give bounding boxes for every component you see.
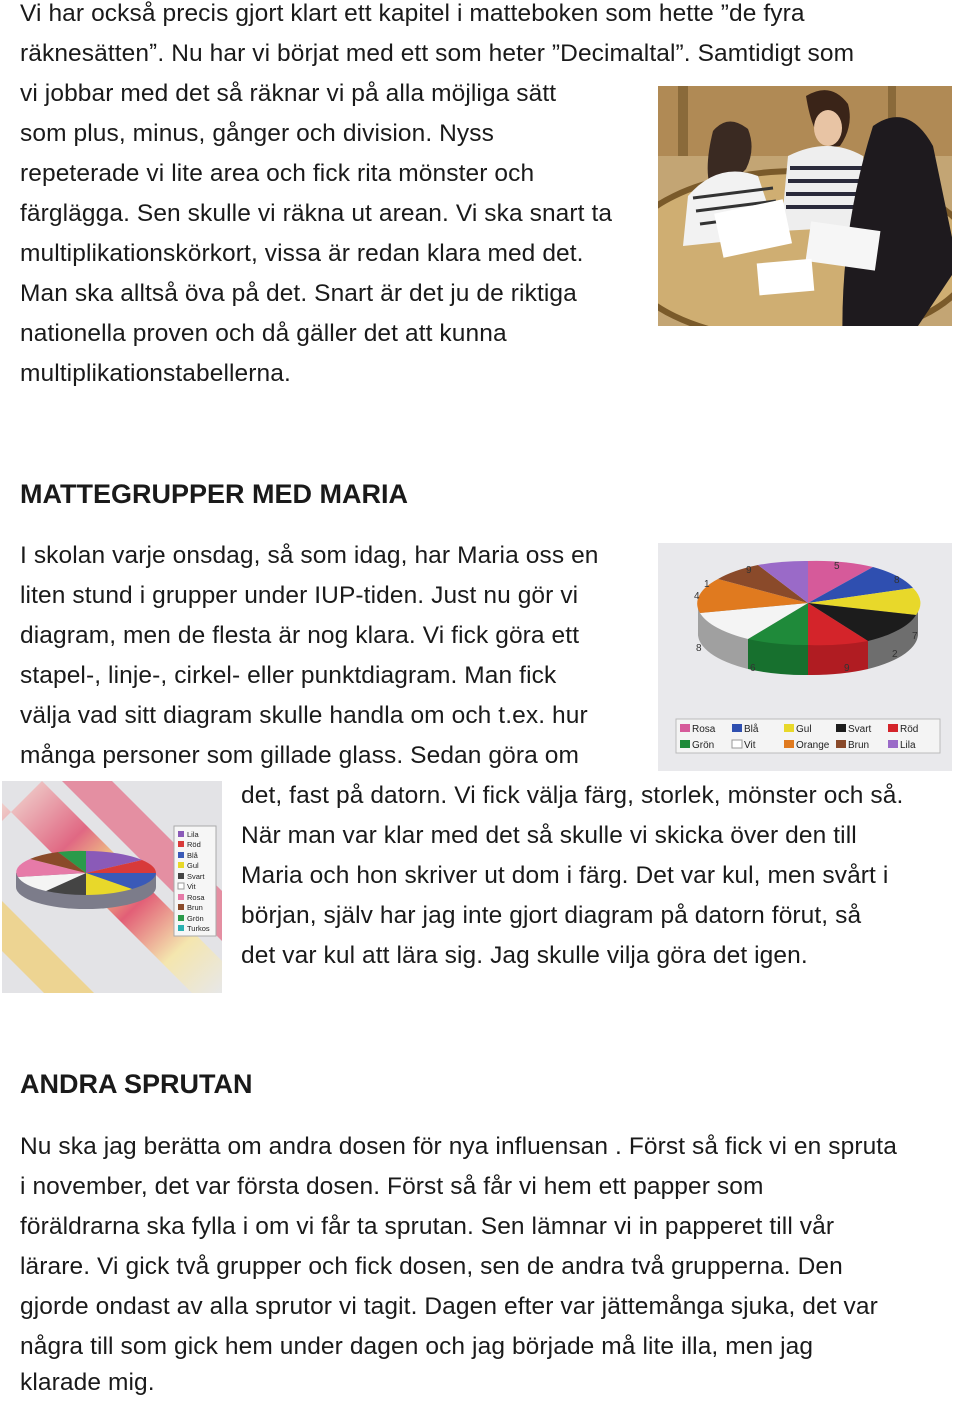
legend-label: Brun bbox=[187, 903, 203, 912]
paragraph-line: många personer som gillade glass. Sedan göra om bbox=[20, 742, 579, 769]
legend-label: Grön bbox=[187, 914, 204, 923]
computer-chart-image bbox=[2, 781, 222, 993]
paragraph-line: lärare. Vi gick två grupper och fick dosen, sen de andra två grupperna. Den bbox=[20, 1253, 843, 1280]
paragraph-line: som plus, minus, gånger och division. Nyss bbox=[20, 120, 494, 147]
pie-number: 4 bbox=[694, 591, 700, 602]
legend-label: Svart bbox=[848, 724, 872, 735]
section-heading: MATTEGRUPPER MED MARIA bbox=[20, 479, 408, 509]
paragraph-line: välja vad sitt diagram skulle handla om och t.ex. hur bbox=[20, 702, 588, 729]
legend-label: Turkos bbox=[187, 924, 210, 933]
paragraph-line: Man ska alltså öva på det. Snart är det ju de riktiga bbox=[20, 280, 577, 307]
legend-label: Orange bbox=[796, 740, 830, 751]
legend-label: Blå bbox=[187, 851, 198, 860]
legend-label: Lila bbox=[900, 740, 916, 751]
legend-label: Gul bbox=[796, 724, 812, 735]
paragraph-line: multiplikationskörkort, vissa är redan klara med det. bbox=[20, 240, 584, 267]
paragraph-line: det var kul att lära sig. Jag skulle vilja göra det igen. bbox=[241, 942, 808, 969]
paragraph-line: räknesättenˮ. Nu har vi börjat med ett som heter ”Decimaltal”. Samtidigt som bbox=[20, 40, 855, 67]
paragraph-line: nationella proven och då gäller det att kunna bbox=[20, 320, 507, 347]
section-heading: ANDRA SPRUTAN bbox=[20, 1069, 253, 1099]
pie-number: 6 bbox=[750, 663, 756, 674]
legend-label: Vit bbox=[744, 740, 756, 751]
pie-number: 9 bbox=[844, 663, 850, 674]
paragraph-line: Nu ska jag berätta om andra dosen för nya influensan . Först så fick vi en spruta bbox=[20, 1133, 897, 1160]
pie-number: 8 bbox=[894, 575, 900, 586]
legend-label: Rosa bbox=[692, 724, 716, 735]
pie-number: 2 bbox=[892, 649, 898, 660]
classroom-photo bbox=[658, 86, 952, 326]
pie-number: 8 bbox=[696, 643, 702, 654]
legend-label: Svart bbox=[187, 872, 205, 881]
classroom-photo-art bbox=[658, 86, 952, 326]
paragraph-line: diagram, men de flesta är nog klara. Vi fick göra ett bbox=[20, 622, 580, 649]
paragraph-line: När man var klar med det så skulle vi skicka över den till bbox=[241, 822, 857, 849]
legend-label: Röd bbox=[900, 724, 919, 735]
paragraph-line: stapel-, linje-, cirkel- eller punktdiagram. Man fick bbox=[20, 662, 557, 689]
paragraph-line: det, fast på datorn. Vi fick välja färg, storlek, mönster och så. bbox=[241, 782, 904, 809]
legend-label: Brun bbox=[848, 740, 870, 751]
paragraph-line: klarade mig. bbox=[20, 1369, 155, 1396]
legend-label: Gul bbox=[187, 861, 199, 870]
paragraph-line: multiplikationstabellerna. bbox=[20, 360, 291, 387]
legend-label: Rosa bbox=[187, 893, 205, 902]
paragraph-line: färglägga. Sen skulle vi räkna ut arean. Vi ska snart ta bbox=[20, 200, 613, 227]
pie-number: 7 bbox=[912, 631, 918, 642]
pie-number: 5 bbox=[834, 561, 840, 572]
computer-chart-art bbox=[2, 781, 222, 993]
legend-label: Lila bbox=[187, 830, 199, 839]
legend-label: Vit bbox=[187, 882, 196, 891]
paragraph-line: gjorde ondast av alla sprutor vi tagit. Dagen efter var jättemånga sjuka, det var bbox=[20, 1293, 878, 1320]
paragraph-line: I skolan varje onsdag, så som idag, har Maria oss en bbox=[20, 542, 599, 569]
legend-label: Grön bbox=[692, 740, 715, 751]
paragraph-line: föräldrarna ska fylla i om vi får ta sprutan. Sen lämnar vi in papperet till vår bbox=[20, 1213, 835, 1240]
paragraph-line: vi jobbar med det så räknar vi på alla möjliga sätt bbox=[20, 80, 557, 107]
paragraph-line: början, själv har jag inte gjort diagram på datorn förut, så bbox=[241, 902, 862, 929]
pie-number: 9 bbox=[746, 565, 752, 576]
paragraph-line: Vi har också precis gjort klart ett kapitel i matteboken som hette ”de fyra bbox=[20, 0, 805, 27]
pie-chart-photo-art bbox=[658, 543, 952, 771]
paragraph-line: några till som gick hem under dagen och jag började må lite illa, men jag bbox=[20, 1333, 814, 1360]
legend-label: Blå bbox=[744, 724, 759, 735]
paragraph-line: i november, det var första dosen. Först så får vi hem ett papper som bbox=[20, 1173, 764, 1200]
pie-number: 1 bbox=[704, 579, 710, 590]
pie-chart-photo bbox=[658, 543, 952, 771]
paragraph-line: Maria och hon skriver ut dom i färg. Det var kul, men svårt i bbox=[241, 862, 889, 889]
paragraph-line: liten stund i grupper under IUP-tiden. Just nu gör vi bbox=[20, 582, 579, 609]
legend-label: Röd bbox=[187, 840, 201, 849]
paragraph-line: repeterade vi lite area och fick rita mönster och bbox=[20, 160, 535, 187]
